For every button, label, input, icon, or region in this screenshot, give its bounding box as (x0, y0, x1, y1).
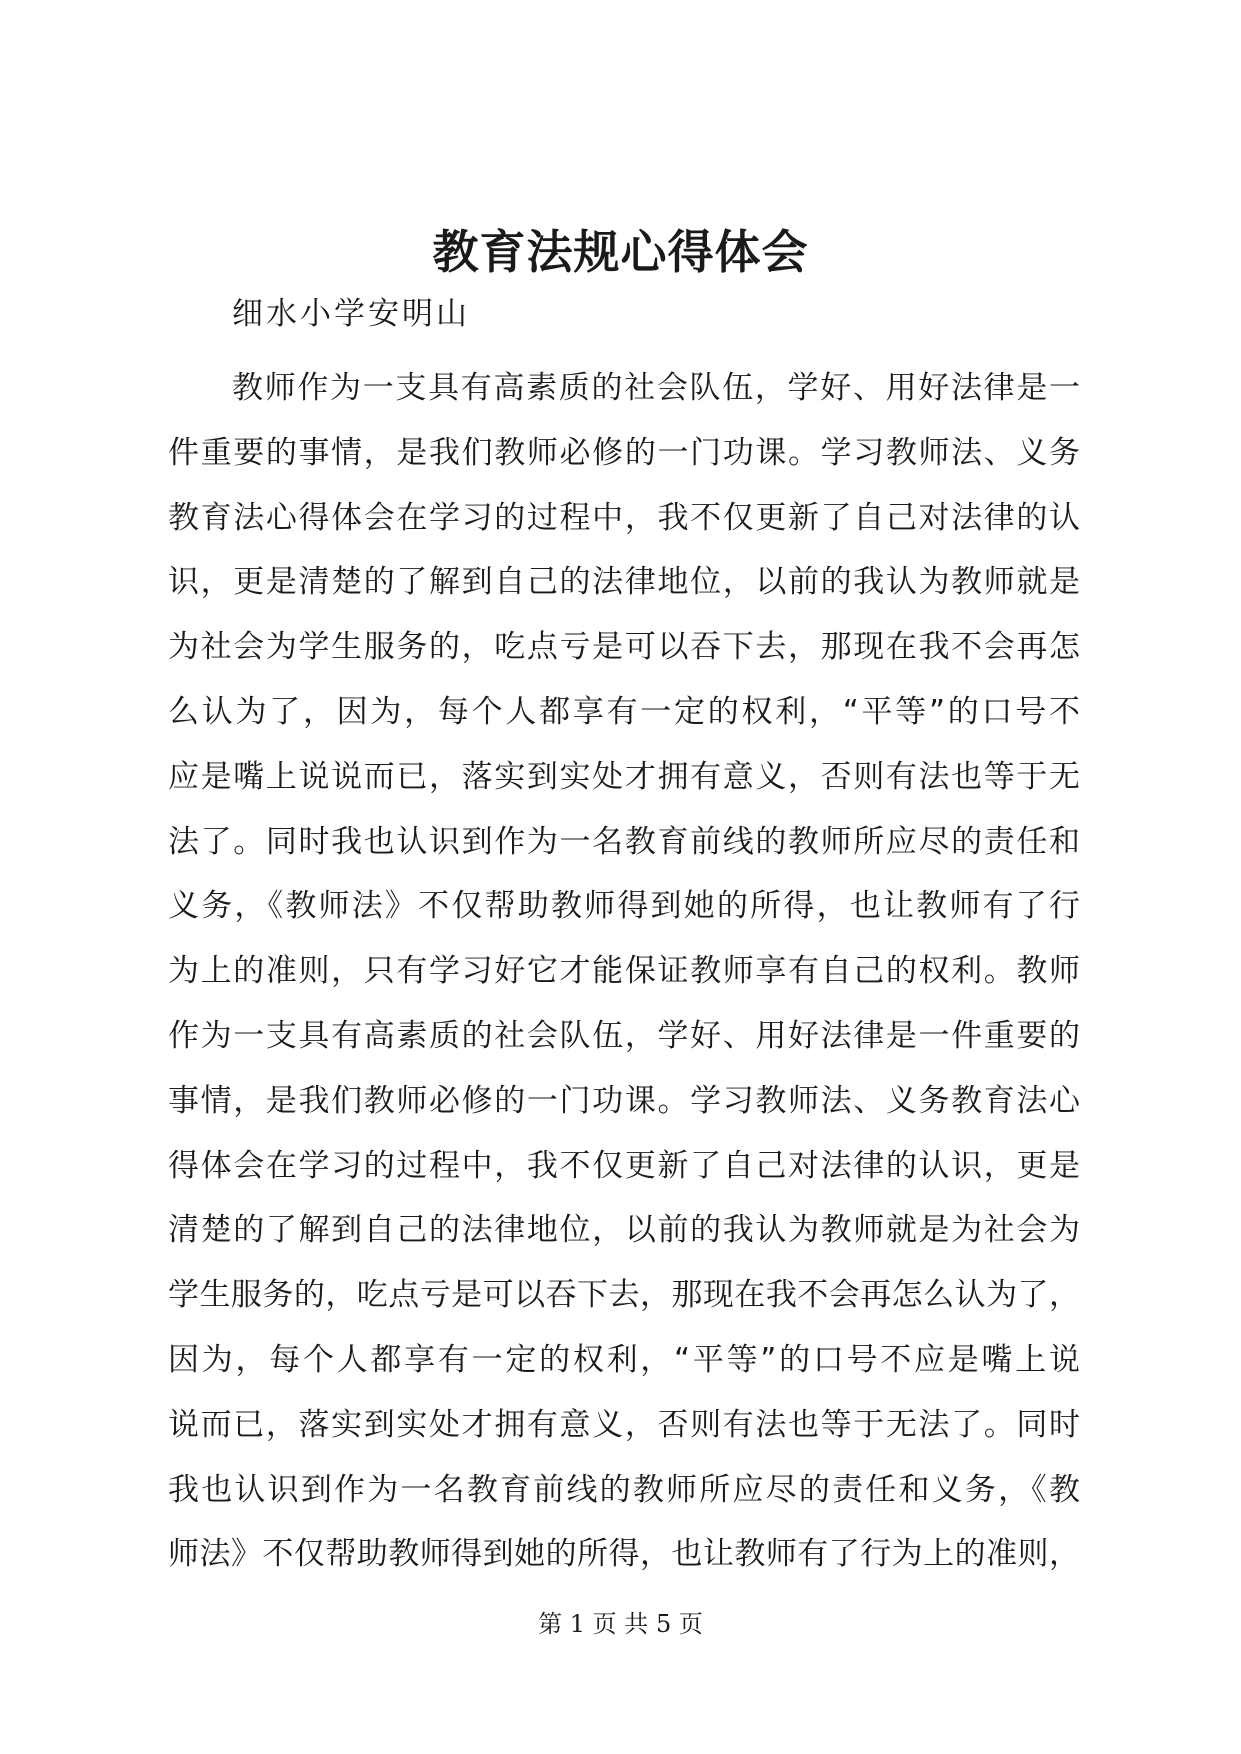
text-line: 法了。同时我也认识到作为一名教育前线的教师所应尽的责任和 (168, 823, 1080, 860)
text-line: 教育法心得体会在学习的过程中，我不仅更新了自己对法律的认 (168, 499, 1080, 536)
page-number: 第 1 页 共 5 页 (538, 1610, 703, 1638)
text-line: 清楚的了解到自己的法律地位，以前的我认为教师就是为社会为 (168, 1212, 1080, 1249)
text-line: 件重要的事情，是我们教师必修的一门功课。学习教师法、义务 (168, 434, 1080, 471)
text-line: 为上的准则，只有学习好它才能保证教师享有自己的权利。教师 (168, 953, 1080, 990)
text-line: 得体会在学习的过程中，我不仅更新了自己对法律的认识，更是 (168, 1147, 1080, 1184)
body-paragraph (168, 356, 1080, 1587)
author-line: 细水小学安明山 (232, 296, 470, 332)
text-line: 教师作为一支具有高素质的社会队伍，学好、用好法律是一 (232, 370, 1080, 406)
text-line: 事情，是我们教师必修的一门功课。学习教师法、义务教育法心 (168, 1082, 1080, 1119)
text-line: 因为，每个人都享有一定的权利，“平等”的口号不应是嘴上说 (168, 1341, 1080, 1378)
text-line: 作为一支具有高素质的社会队伍，学好、用好法律是一件重要的 (168, 1017, 1080, 1054)
text-line: 么认为了，因为，每个人都享有一定的权利，“平等”的口号不 (168, 693, 1080, 730)
text-line: 我也认识到作为一名教育前线的教师所应尽的责任和义务，《教 (168, 1471, 1080, 1508)
text-line: 学生服务的，吃点亏是可以吞下去，那现在我不会再怎么认为了， (168, 1277, 1080, 1314)
text-line: 应是嘴上说说而已，落实到实处才拥有意义，否则有法也等于无 (168, 758, 1080, 795)
text-line: 义务，《教师法》不仅帮助教师得到她的所得，也让教师有了行 (168, 888, 1080, 925)
page-title: 教育法规心得体会 (432, 225, 809, 279)
text-line: 说而已，落实到实处才拥有意义，否则有法也等于无法了。同时 (168, 1406, 1080, 1443)
text-line: 师法》不仅帮助教师得到她的所得，也让教师有了行为上的准则， (168, 1536, 1080, 1573)
text-line: 识，更是清楚的了解到自己的法律地位，以前的我认为教师就是 (168, 564, 1080, 601)
text-line: 为社会为学生服务的，吃点亏是可以吞下去，那现在我不会再怎 (168, 629, 1080, 666)
